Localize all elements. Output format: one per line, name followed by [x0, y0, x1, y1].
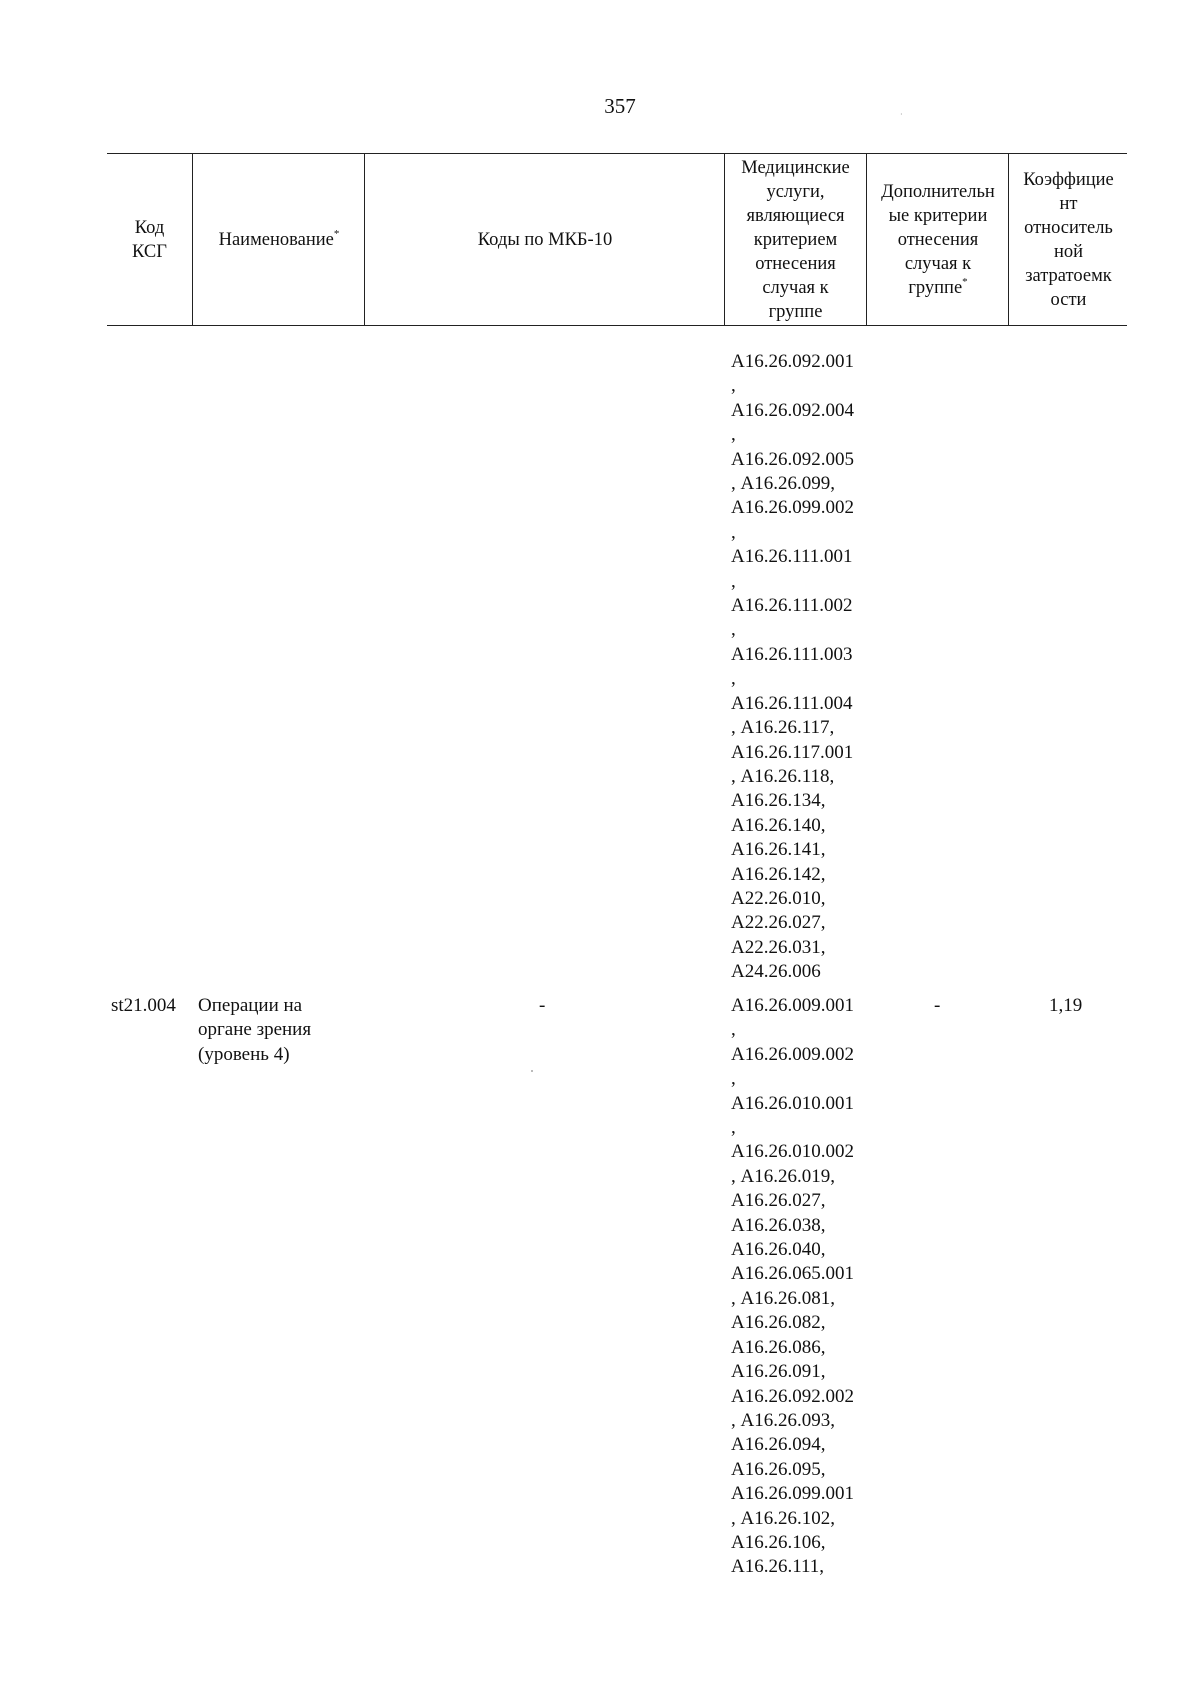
header-coefficient-label: Коэффицие нт относитель ной затратоемк ости: [1023, 169, 1114, 310]
row-icd10: -: [539, 995, 546, 1016]
row-services-list: А16.26.009.001 , А16.26.009.002 , А16.26.010.001 , А16.26.010.002 , А16.26.019, А16.26.027, А16.26.038, А16.26.040, А16.26.065.001 , А16.26.081, А16.26.082, А16.26.086, А16.26.091, А16.26.092.002 , А16.26.093, А16.26.094, А16.26.095, А16.26.099.001 , А16.26.102, А16.26.106, А16.26.111,: [731, 995, 854, 1578]
header-name-label: Наименование*: [218, 227, 340, 250]
header-code: [107, 154, 192, 325]
header-icd10: [364, 154, 725, 325]
header-additional-label: Дополнительн ые критерии отнесения случая к группе*: [881, 181, 995, 298]
row-code: st21.004: [111, 995, 176, 1016]
header-services: [724, 154, 866, 325]
continued-services-list: А16.26.092.001 , А16.26.092.004 , А16.26.092.005 , А16.26.099, А16.26.099.002 , А16.26.111.001 , А16.26.111.002 , А16.26.111.003 , А16.26.111.004 , А16.26.117, А16.26.117.001 , А16.26.118, А16.26.134, А16.26.140, А16.26.141, А16.26.142, А22.26.010, А22.26.027, А22.26.031, А24.26.006: [731, 351, 854, 983]
row-name: Операции на органе зрения (уровень 4): [198, 995, 312, 1065]
header-name: [192, 154, 365, 325]
header-coefficient: [1008, 154, 1128, 325]
row-coefficient: 1,19: [1049, 995, 1083, 1016]
page-number: 357: [604, 94, 636, 118]
header-code-label: Код КСГ: [132, 217, 167, 262]
row-additional: -: [934, 995, 941, 1016]
footnote-mark: *: [333, 227, 340, 240]
footnote-mark: *: [962, 275, 968, 288]
header-services-label: Медицинские услуги, являющиеся критерием отнесения случая к группе: [741, 158, 850, 322]
header-additional: [866, 154, 1009, 325]
scan-speck: [531, 1070, 533, 1072]
table-header: [107, 153, 1127, 326]
scan-speck: ·: [900, 110, 903, 119]
header-icd10-label: Коды по МКБ-10: [477, 229, 613, 250]
